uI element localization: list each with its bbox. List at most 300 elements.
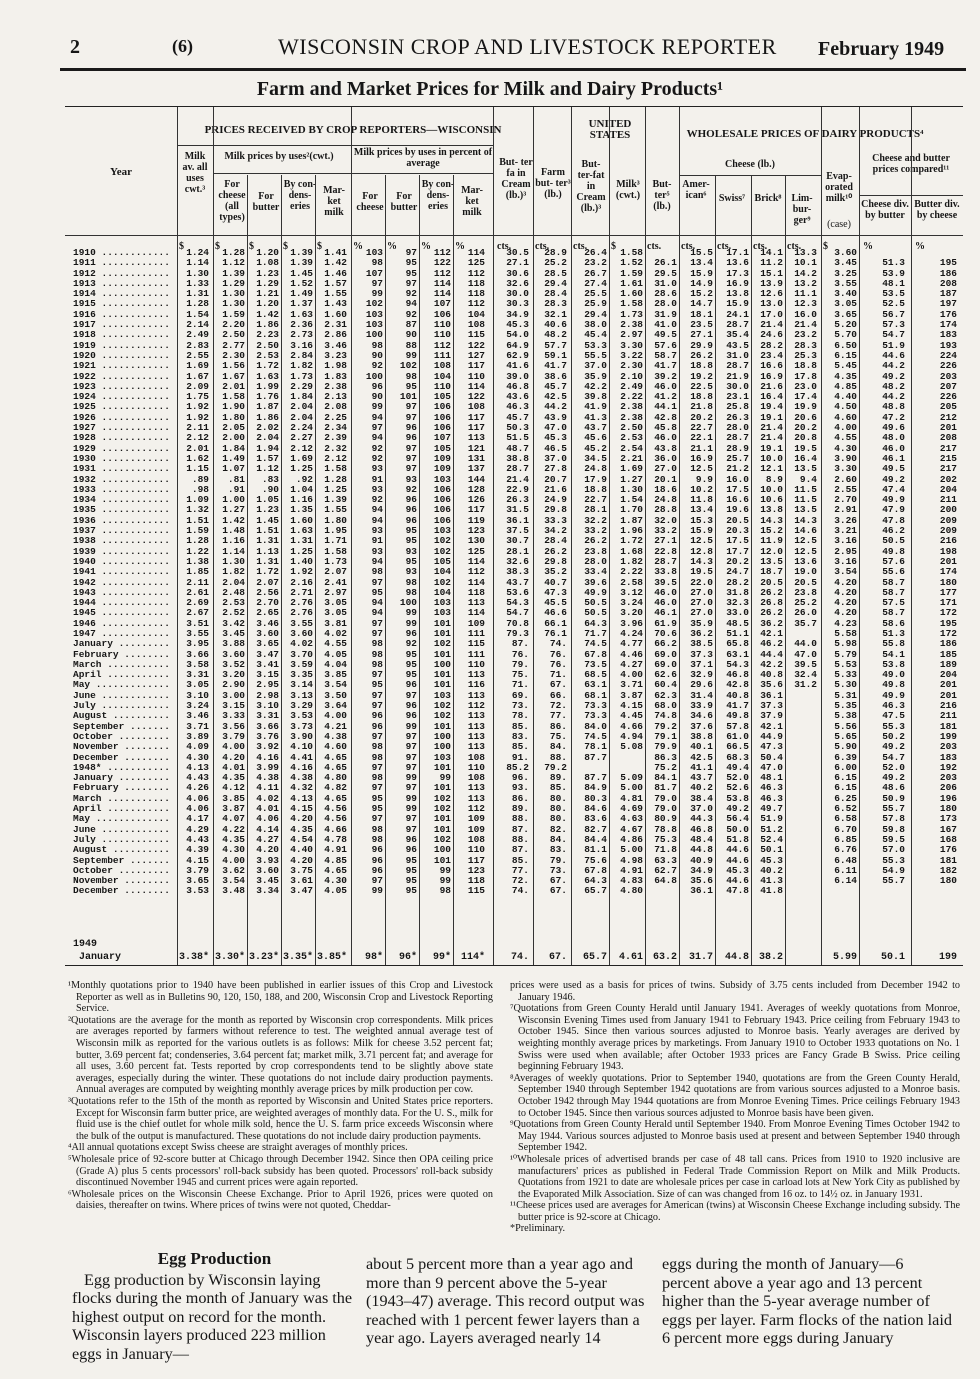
cell <box>785 691 817 701</box>
cell: 95 <box>371 586 383 598</box>
cell: 51.3 <box>882 257 905 269</box>
cell: 13.2 <box>794 277 817 289</box>
cell: 35.4 <box>726 329 749 341</box>
cell: 13.6 <box>794 555 817 567</box>
cell: 5.65 <box>834 730 857 742</box>
cell: 105 <box>433 391 451 403</box>
cell: 4.39 <box>186 844 209 856</box>
cell: 76. <box>549 658 567 670</box>
cell: 201 <box>939 689 957 701</box>
year-label: November ........ <box>73 876 170 887</box>
cell: 3.85* <box>316 952 347 963</box>
unit-label: $ <box>823 241 828 252</box>
cell: 16.4 <box>794 452 817 464</box>
year-label: April ........... <box>73 804 170 815</box>
col-pct-condenseries-header: By con- dens- eries <box>421 179 455 212</box>
group-wisconsin-header: PRICES RECEIVED BY CROP REPORTERS—WISCONSIN <box>204 124 502 136</box>
column-american <box>679 248 713 897</box>
cell: 4.20 <box>256 844 279 856</box>
article-column-2 <box>366 1255 648 1348</box>
cell: 1.69 <box>620 463 643 475</box>
year-label: 1917 ............ <box>73 320 170 331</box>
cell: 16.9 <box>760 370 783 382</box>
cell: 113 <box>467 730 485 742</box>
cell: 186 <box>939 267 957 279</box>
cell: 5.38 <box>834 710 857 722</box>
cell: 1.28 <box>222 247 245 258</box>
cell: 28.8 <box>654 504 677 516</box>
cell: 105 <box>433 555 451 567</box>
cell: 67. <box>548 952 567 963</box>
cell: 46.3 <box>506 401 529 413</box>
cell: 101 <box>433 823 451 835</box>
cell: 4.30 <box>222 844 245 856</box>
cell: 1.57 <box>256 452 279 464</box>
cell: 1.16 <box>222 535 245 547</box>
cell: 41.7 <box>654 360 677 372</box>
cell: 27.1 <box>654 535 677 547</box>
cell: 104 <box>467 308 485 320</box>
cell: 203 <box>939 741 957 753</box>
cell: 20.3 <box>726 525 749 537</box>
cell: 102 <box>365 298 383 310</box>
cell: 97 <box>405 823 417 835</box>
col-brick-header: Brick⁸ <box>754 193 782 204</box>
cell: 16.9 <box>690 452 713 464</box>
year-label: February ........ <box>73 649 170 660</box>
cell: 1.94 <box>256 442 279 454</box>
cell: 101 <box>433 627 451 639</box>
cell: 204 <box>939 669 957 681</box>
cell: 74. <box>510 952 529 963</box>
column-rule <box>785 175 786 965</box>
cell: 2.95 <box>834 545 857 557</box>
cell: 1.32 <box>186 504 209 516</box>
cell: 118 <box>467 277 485 289</box>
cell: 101 <box>433 617 451 629</box>
cell: 1.05 <box>256 494 279 506</box>
cell: 97 <box>371 576 383 588</box>
cell: 173 <box>939 813 957 825</box>
cell: 97 <box>405 442 417 454</box>
cell: 42.5 <box>690 751 713 763</box>
cell: 3.70 <box>290 648 313 660</box>
cell: 28.1 <box>506 545 529 557</box>
cell: 106 <box>433 494 451 506</box>
year-label: 1943 ............ <box>73 587 170 598</box>
col-for-cheese-header: For cheese (all types) <box>218 179 246 223</box>
cell: 3.60 <box>256 627 279 639</box>
cell: 1.72 <box>256 566 279 578</box>
cell: 3.59 <box>290 658 313 670</box>
cell: 41.3 <box>760 875 783 887</box>
cell: 1.28 <box>186 535 209 547</box>
cell: 1.83 <box>324 370 347 382</box>
cell: 3.93 <box>256 854 279 866</box>
cell: 53.8 <box>726 792 749 804</box>
cell: 86. <box>549 720 567 732</box>
cell: 3.31 <box>186 669 209 681</box>
cell: 4.29 <box>186 823 209 835</box>
cell: 4.61 <box>618 952 643 963</box>
cell: 26.1 <box>654 257 677 269</box>
cell: 9.9 <box>695 473 713 485</box>
cell: 103 <box>433 473 451 485</box>
cell: 1.75 <box>186 391 209 403</box>
cell: 4.11 <box>256 782 279 794</box>
cell: 1.63 <box>290 308 313 320</box>
year-label: 1921 ............ <box>73 361 170 372</box>
cell: 4.00 <box>620 669 643 681</box>
cell: 127 <box>467 349 485 361</box>
cell <box>785 835 817 845</box>
year-label: 1939 ............ <box>73 546 170 557</box>
cell: 45.3 <box>544 432 567 444</box>
cell: 97 <box>371 689 383 701</box>
cell: 21.4 <box>794 319 817 331</box>
cell: 46.0 <box>654 597 677 609</box>
cell: 14.3 <box>794 514 817 526</box>
cell: 95 <box>405 854 417 866</box>
cell: 84.9 <box>584 782 607 794</box>
cell: 31.9 <box>654 308 677 320</box>
cell: 77. <box>511 864 529 876</box>
cell: 37.0 <box>544 452 567 464</box>
cell: 183 <box>939 329 957 341</box>
year-label: 1933 ............ <box>73 484 170 495</box>
cell: 4.98 <box>620 854 643 866</box>
column-pmarket <box>453 248 485 897</box>
cell: 3.95 <box>186 638 209 650</box>
cell: 116 <box>467 679 485 691</box>
cell: 112 <box>433 267 451 279</box>
cell: 38.6 <box>544 370 567 382</box>
cell: 3.54 <box>222 875 245 887</box>
cell: 1.86 <box>256 319 279 331</box>
cell: 4.00 <box>222 854 245 866</box>
cell: 1.30 <box>222 288 245 300</box>
cell: 4.20 <box>834 576 857 588</box>
cell: 47.2 <box>882 411 905 423</box>
cell: 4.14 <box>256 823 279 835</box>
cell: 39.5 <box>654 576 677 588</box>
cell: 42.2 <box>584 380 607 392</box>
cell: 108 <box>467 401 485 413</box>
cell: 47.9 <box>882 504 905 516</box>
cell: 1.56 <box>222 360 245 372</box>
cell: 13.0 <box>760 298 783 310</box>
cell: 12.3 <box>794 298 817 310</box>
cell: 97 <box>405 452 417 464</box>
cell: 79.1 <box>654 730 677 742</box>
cell: 1.59 <box>222 308 245 320</box>
cell: 22.1 <box>690 432 713 444</box>
cell: 6.52 <box>834 803 857 815</box>
cell: 109 <box>467 617 485 629</box>
cell: 4.20 <box>290 854 313 866</box>
year-label: 1932 ............ <box>73 474 170 485</box>
cell: 101 <box>433 669 451 681</box>
cell <box>785 711 817 721</box>
cell: 48.7 <box>506 442 529 454</box>
cell: 40.2 <box>690 782 713 794</box>
cell: 1.12 <box>222 257 245 269</box>
cell: 5.98 <box>834 638 857 650</box>
cell: 183 <box>939 751 957 763</box>
cell: 47.3 <box>544 586 567 598</box>
column-cond <box>281 248 313 897</box>
cell: 44.4 <box>760 648 783 660</box>
cell: 68.3 <box>726 751 749 763</box>
cell: 23.4 <box>760 349 783 361</box>
cell: 4.00 <box>324 710 347 722</box>
cell: 172 <box>939 627 957 639</box>
cell: 1.55 <box>324 504 347 516</box>
cell: 5.00 <box>620 782 643 794</box>
cell: 99* <box>432 952 451 963</box>
cell: 2.41 <box>324 576 347 588</box>
cell: 28.4 <box>544 535 567 547</box>
cell: 1.15 <box>186 463 209 475</box>
cell: 26.2 <box>690 349 713 361</box>
cell: 1.85 <box>186 566 209 578</box>
cell: 45.6 <box>584 432 607 444</box>
year-label: November ........ <box>73 742 170 753</box>
cell: 41.7 <box>544 360 567 372</box>
cell: 49.8 <box>882 679 905 691</box>
cell: 113 <box>467 432 485 444</box>
cell: 36.0 <box>654 452 677 464</box>
month-label: January <box>79 952 122 963</box>
cell: 46.2 <box>882 525 905 537</box>
cell: 49.2 <box>882 473 905 485</box>
cell: 16.4 <box>760 391 783 403</box>
header-rule <box>177 145 493 146</box>
cell: 59.5 <box>882 833 905 845</box>
cell: 45.3 <box>726 864 749 876</box>
cell: 110 <box>467 761 485 773</box>
cell: 27.0 <box>654 463 677 475</box>
cell: 32.6 <box>506 555 529 567</box>
cell: 1.52 <box>290 277 313 289</box>
cell: 81.7 <box>654 782 677 794</box>
column-rule <box>281 175 282 965</box>
cell: 107 <box>433 432 451 444</box>
cell: 97 <box>371 617 383 629</box>
cell: 71. <box>549 669 567 681</box>
cell: 46.8 <box>726 669 749 681</box>
cell: 4.02 <box>290 638 313 650</box>
cell: 4.65 <box>324 751 347 763</box>
publication-title: WISCONSIN CROP AND LIVESTOCK REPORTER <box>278 34 777 59</box>
cell: 17.7 <box>726 545 749 557</box>
cell: 49.9 <box>882 494 905 506</box>
cell: 102 <box>399 360 417 372</box>
cell: 99 <box>405 772 417 784</box>
cell: 211 <box>939 494 957 506</box>
year-label: 1929 ............ <box>73 443 170 454</box>
footnote: *Preliminary. <box>510 1223 566 1235</box>
cell: 1.80 <box>222 411 245 423</box>
cell: 3.22 <box>620 349 643 361</box>
cell: 27.0 <box>690 586 713 598</box>
cell: 74.5 <box>584 638 607 650</box>
cell: 55.6 <box>882 566 905 578</box>
cell: 103 <box>365 308 383 320</box>
cell: 22.0 <box>690 576 713 588</box>
cell: 4.80 <box>620 885 643 897</box>
cell: 106 <box>433 411 451 423</box>
cell: 2.76 <box>290 597 313 609</box>
cell: 3.31 <box>256 710 279 722</box>
cell: 92 <box>405 483 417 495</box>
cell: 102 <box>433 833 451 845</box>
cell: 26.2 <box>584 535 607 547</box>
cell: 73.3 <box>584 710 607 722</box>
cell: 43.8 <box>654 442 677 454</box>
cell: 66.1 <box>544 617 567 629</box>
cell: 2.04 <box>256 432 279 444</box>
cell: 4.09 <box>186 741 209 753</box>
cell: 3.79 <box>186 864 209 876</box>
cell: 28.3 <box>794 339 817 351</box>
cell: 1.58 <box>222 391 245 403</box>
cell: 117 <box>467 422 485 434</box>
cell: 78.1 <box>584 741 607 753</box>
cell: 21.4 <box>760 432 783 444</box>
cell: 103 <box>433 607 451 619</box>
cell: 44.1 <box>654 401 677 413</box>
cell: 176 <box>939 308 957 320</box>
cell: 19.5 <box>690 566 713 578</box>
cell: 92 <box>371 442 383 454</box>
cell: 88. <box>511 813 529 825</box>
cell: 1.22 <box>186 545 209 557</box>
cell: 20.5 <box>794 576 817 588</box>
cell: 98 <box>371 648 383 660</box>
cell: 112 <box>433 247 451 258</box>
cell: 2.53 <box>256 349 279 361</box>
cell: 106 <box>433 504 451 516</box>
cell: 5.33 <box>834 669 857 681</box>
cell: 80. <box>549 792 567 804</box>
cell: 17.8 <box>794 370 817 382</box>
cell: 74. <box>549 638 567 650</box>
cell: 15.9 <box>690 267 713 279</box>
cell: 95 <box>371 803 383 815</box>
cell: 55.5 <box>584 349 607 361</box>
cell: 122 <box>467 391 485 403</box>
cell: 2.11 <box>186 422 209 434</box>
cell: 2.77 <box>222 339 245 351</box>
cell: 3.79 <box>222 730 245 742</box>
cell: 4.20 <box>834 597 857 609</box>
cell: 1.73 <box>290 370 313 382</box>
cell: 34.9 <box>506 308 529 320</box>
cell <box>913 886 957 896</box>
cell: 108 <box>467 833 485 845</box>
cell: 2.13 <box>324 391 347 403</box>
cell: 180 <box>939 803 957 815</box>
cell: 86.3 <box>654 751 677 763</box>
cell: 6.15 <box>834 772 857 784</box>
cell: 45.4 <box>584 329 607 341</box>
cell: 1.16 <box>290 494 313 506</box>
column-cdb <box>861 248 905 897</box>
cell: 5.09 <box>620 772 643 784</box>
cell: 211 <box>939 710 957 722</box>
cell: 18.8 <box>794 360 817 372</box>
col-evaporated-header: Evap- orated milk¹⁰ <box>825 171 853 204</box>
cell: 2.12 <box>324 452 347 464</box>
cell: 4.78 <box>324 833 347 845</box>
cell: 95 <box>405 648 417 660</box>
cell: 1.58 <box>324 463 347 475</box>
cell: 1.09 <box>186 494 209 506</box>
cell: 99 <box>371 288 383 300</box>
cell: 93. <box>511 782 529 794</box>
cell: 101 <box>433 813 451 825</box>
cell: 97 <box>405 741 417 753</box>
cell: 177 <box>939 586 957 598</box>
cell: 26.3 <box>726 411 749 423</box>
cell: 131 <box>467 452 485 464</box>
cell: 98* <box>364 952 383 963</box>
cell: 3.88 <box>222 638 245 650</box>
column-rule <box>315 175 316 965</box>
cell: 15.2 <box>690 288 713 300</box>
cell <box>821 886 857 896</box>
cell <box>785 866 817 876</box>
cell: 174 <box>939 566 957 578</box>
cell: 2.25 <box>324 411 347 423</box>
cell: 10.0 <box>760 483 783 495</box>
cell: 12.8 <box>690 545 713 557</box>
cell: 87. <box>511 844 529 856</box>
year-label: 1928 ............ <box>73 433 170 444</box>
cell: 2.73 <box>290 329 313 341</box>
cell: 101 <box>433 720 451 732</box>
cell: 93 <box>405 566 417 578</box>
cell: 95 <box>405 380 417 392</box>
cell: 1.31 <box>256 535 279 547</box>
cell: 100 <box>433 844 451 856</box>
cell: 39.8 <box>584 391 607 403</box>
cell: 28.6 <box>654 288 677 300</box>
cell: 48.8 <box>882 401 905 413</box>
cell: 50.5 <box>584 607 607 619</box>
cell: 21.2 <box>726 463 749 475</box>
cell: 52.5 <box>882 298 905 310</box>
cell: 49.9 <box>584 586 607 598</box>
cell: 73. <box>549 864 567 876</box>
cell: 126 <box>467 494 485 506</box>
cell: 113 <box>467 782 485 794</box>
year-label: 1910 ............ <box>73 248 170 258</box>
cell: 24.6 <box>760 329 783 341</box>
cell: 96 <box>405 700 417 712</box>
cell: 3.42 <box>222 617 245 629</box>
cell: 171 <box>939 597 957 609</box>
cell: 1.87 <box>256 401 279 413</box>
cell: 2.67 <box>186 607 209 619</box>
cell: 11.5 <box>794 494 817 506</box>
cell: 9.4 <box>799 473 817 485</box>
cell: 97 <box>405 463 417 475</box>
cell: 2.48 <box>222 586 245 598</box>
cell: 217 <box>939 442 957 454</box>
cell: 98 <box>371 772 383 784</box>
